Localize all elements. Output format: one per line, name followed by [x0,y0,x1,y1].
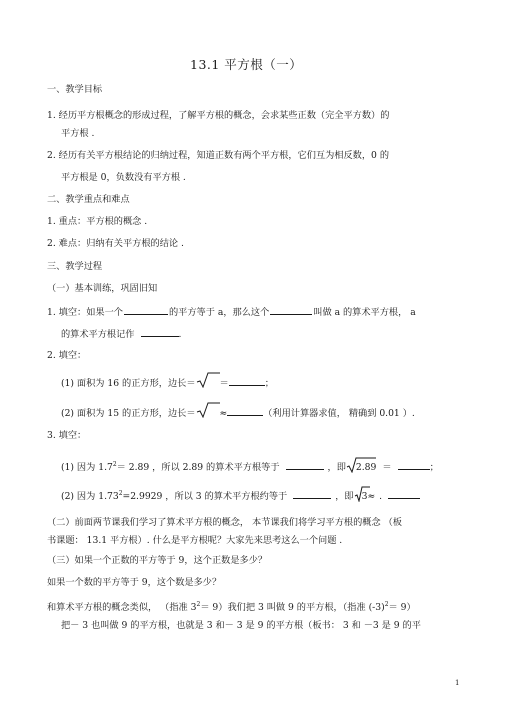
radical-sign-icon [196,378,220,390]
answer-blank [398,459,430,470]
question-3-item-1 [61,459,439,475]
q1-text-a: 1. 填空：如果一个 [47,307,123,318]
answer-blank [124,304,168,315]
q3-1-text-b: ＝ 2.89 ，所以 2.89 的算术平方根等于 [116,462,280,473]
question-2-item-2 [61,405,415,420]
page-title: 13.1 平方根（一） [190,57,303,72]
p2-text-a: 和算术平方根的概念类似， （指准 3 [47,602,197,613]
q2-2-note: （利用计算器求值， 精确到 0.01 ）. [263,408,415,419]
q3-1-text-c: ，即 [327,462,346,473]
q3-1-end: ； [429,462,439,473]
q3-1-text-a: (1) 因为 1.7 [61,462,113,473]
q2-1-end: ； [264,378,274,389]
paragraph-analogy-line-1 [47,602,416,615]
subsection-2-line-2: 书课题： 13.1 平方根）. 什么是平方根呢？大家先来思考这么一个问题 . [47,535,343,546]
p2-exponent-2: 2 [384,601,389,608]
objective-1-line-2: 平方根 . [61,128,95,139]
question-2-item-1 [61,375,274,390]
question-3-heading: 3. 填空： [47,430,87,441]
question-1-line-2 [61,326,181,341]
objective-2-line-1: 2. 经历有关平方根结论的归纳过程，知道正数有两个平方根，它们互为相反数，0 的 [47,150,390,161]
p2-exponent-1: 2 [196,601,201,608]
subsection-2-line-1: （二）前面两节课我们学习了算术平方根的概念， 本节课我们将学习平方根的概念 （板 [47,517,402,528]
section-heading-process: 三、教学过程 [47,261,103,272]
q3-2-radicand: 3 [361,491,368,502]
question-3-item-2 [61,488,420,504]
q3-2-approx: ≈ [367,491,376,502]
answer-blank [229,375,265,386]
q3-2-text-b: =2.9929 ，所以 3 的算术平方根约等于 [122,491,288,502]
answer-blank [141,326,179,337]
answer-blank [388,488,420,499]
question-1-line-1 [47,304,416,319]
q3-2-period: . [379,491,383,502]
objective-1-line-1: 1. 经历平方根概念的形成过程，了解平方根的概念，会求某些正数（完全平方数）的 [47,110,390,121]
answer-blank [270,304,312,315]
q1-text-d: 的算术平方根记作 [61,329,135,340]
p2-text-c: ＝ 9） [388,602,416,613]
objective-2-line-2: 平方根是 0，负数没有平方根 . [61,172,186,183]
q3-2-text-c: ，即 [335,491,354,502]
q2-2-text: (2) 面积为 15 的正方形，边长＝ [61,408,196,419]
q1-text-b: 的平方等于 a，那么这个 [169,307,270,318]
subsection-basic-training: （一）基本训练，巩固旧知 [47,283,158,294]
q1-period: . [178,329,182,340]
paragraph-analogy-line-2: 把－ 3 也叫做 9 的平方根，也就是 3 和－ 3 是 9 的平方根（板书： 3 和 －3 是 9 的平 [61,620,421,631]
paragraph-question: 如果一个数的平方等于 9，这个数是多少？ [47,577,222,588]
answer-blank [286,459,324,470]
page-number: 1 [455,679,460,687]
q2-1-text: (1) 面积为 16 的正方形，边长＝ [61,378,196,389]
key-point-1: 1. 重点：平方根的概念 . [47,216,148,227]
q1-text-c: 叫做 a 的算术平方根， a [313,307,416,318]
answer-blank [293,488,331,499]
section-heading-objectives: 一、教学目标 [47,84,103,95]
q2-2-approx: ≈ [219,408,228,419]
key-point-2: 2. 难点：归纳有关平方根的结论 . [47,238,184,249]
subsection-3-heading: （三）如果一个正数的平方等于 9，这个正数是多少？ [47,555,268,566]
q2-1-equals: ＝ [219,378,229,389]
radical-sign-icon [346,463,356,475]
q3-1-equals: ＝ [382,462,392,473]
q3-2-text-a: (2) 因为 1.73 [61,491,119,502]
q3-2-exponent: 2 [118,490,123,497]
question-2-heading: 2. 填空： [47,350,87,361]
radical-sign-icon [196,408,220,420]
q3-1-exponent: 2 [112,461,117,468]
section-heading-key-points: 二、教学重点和难点 [47,194,130,205]
q3-1-radicand: 2.89 [355,462,377,473]
answer-blank [227,405,263,416]
radical-sign-icon [354,492,362,504]
p2-text-b: ＝ 9）我们把 3 叫做 9 的平方根，（指准 (-3) [200,602,385,613]
